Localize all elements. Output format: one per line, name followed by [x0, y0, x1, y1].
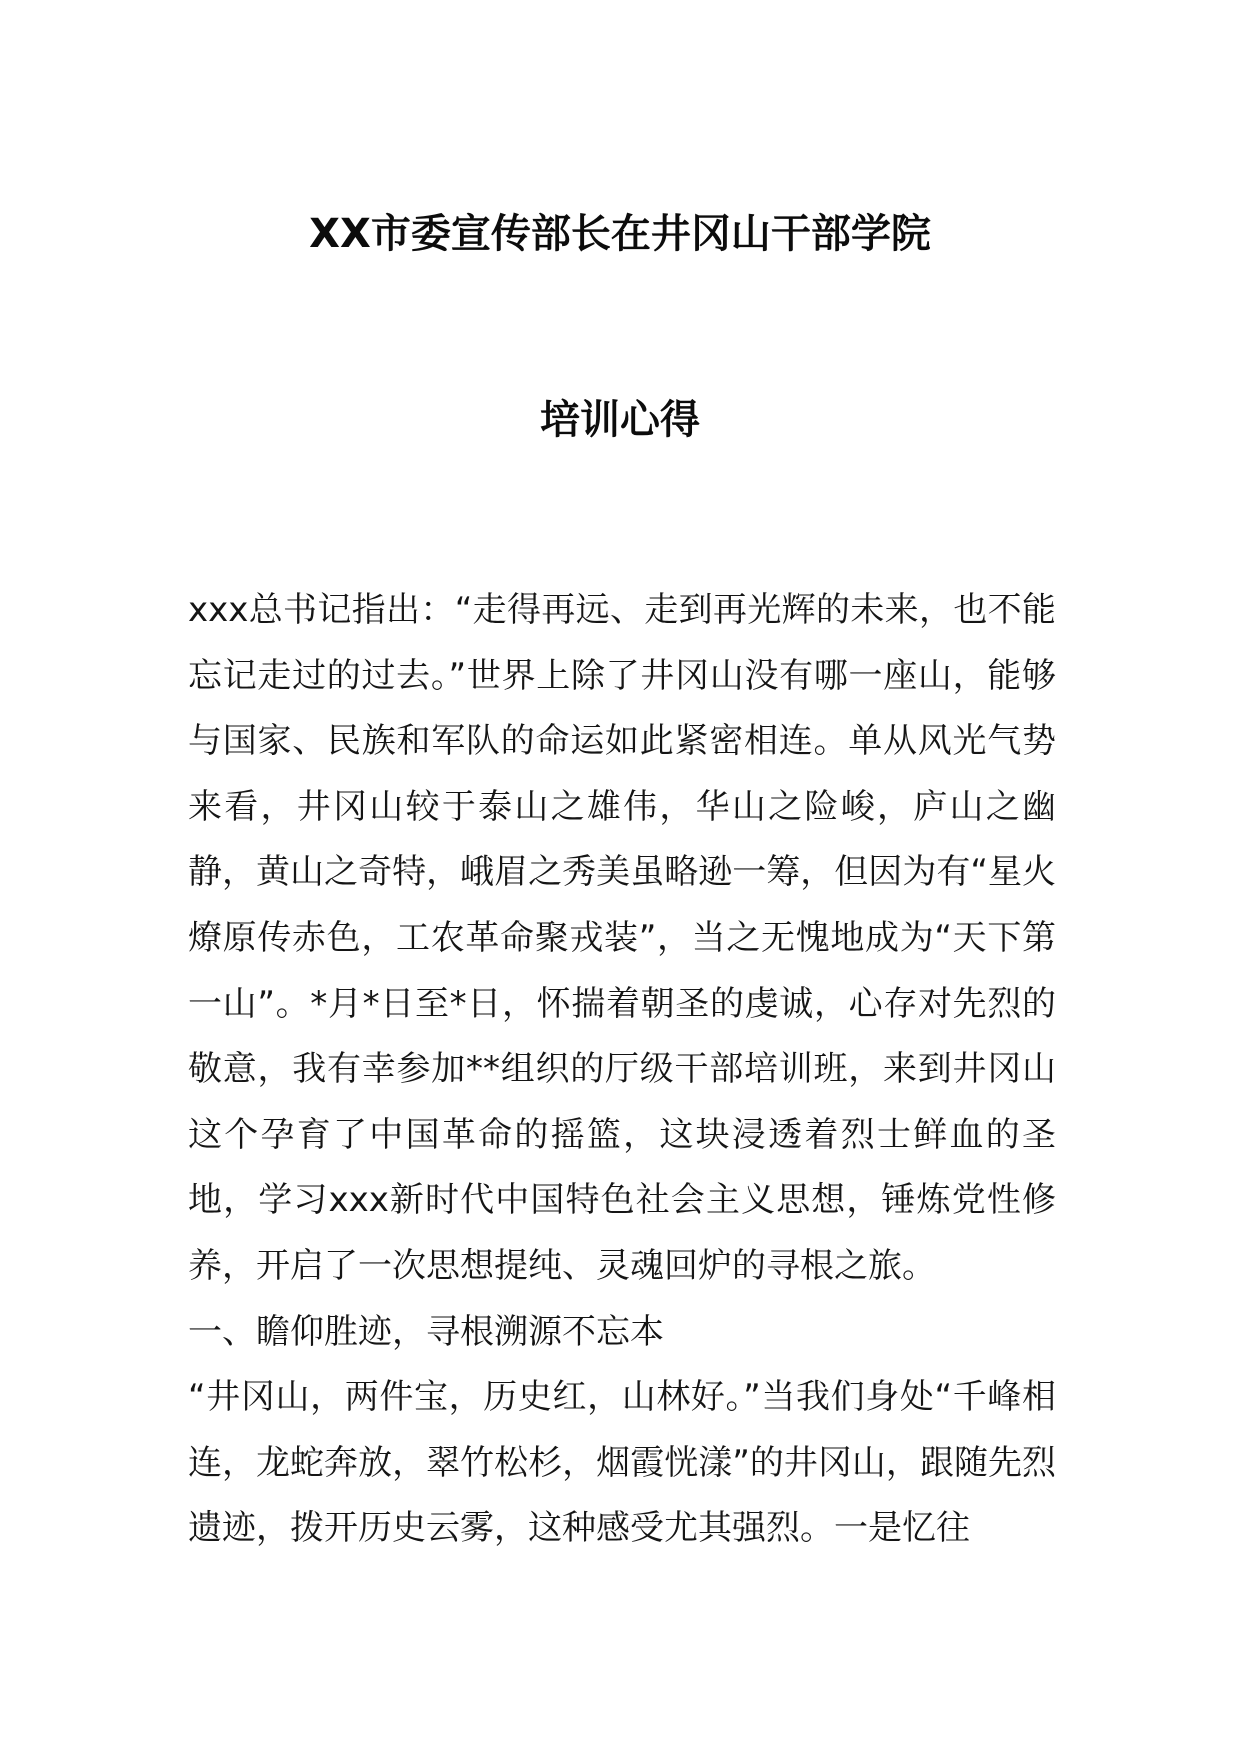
- body-paragraph-2: “井冈山，两件宝，历史红，山林好。”当我们身处“千峰相连，龙蛇奔放，翠竹松杉，烟霞恍漾”的井冈山，跟随先烈遗迹，拨开历史云雾，这种感受尤其强烈。一是忆往: [188, 1377, 1056, 1549]
- document-title-line-2: 培训心得: [540, 397, 700, 443]
- document-title-line-1: XX市委宣传部长在井冈山干部学院: [309, 211, 931, 257]
- body-paragraph-1: xxx总书记指出：“走得再远、走到再光辉的未来，也不能忘记走过的过去。”世界上除了井冈山没有哪一座山，能够与国家、民族和军队的命运如此紧密相连。单从风光气势来看，井冈山较于泰山之雄伟，华山之险峻，庐山之幽静，黄山之奇特，峨眉之秀美虽略逊一筹，但因为有“星火燎原传赤色，工农革命聚戎装”，当之无愧地成为“天下第一山”。*月*日至*日，怀揣着朝圣的虔诚，心存对先烈的敬意，我有幸参加**组织的厅级干部培训班，来到井冈山这个孕育了中国革命的摇篮，这块浸透着烈士鲜血的圣地，学习xxx新时代中国特色社会主义思想，锤炼党性修养，开启了一次思想提纯、灵魂回炉的寻根之旅。: [188, 590, 1056, 1286]
- section-heading-1: 一、瞻仰胜迹，寻根溯源不忘本: [188, 1311, 664, 1352]
- document-body: [188, 578, 1056, 1562]
